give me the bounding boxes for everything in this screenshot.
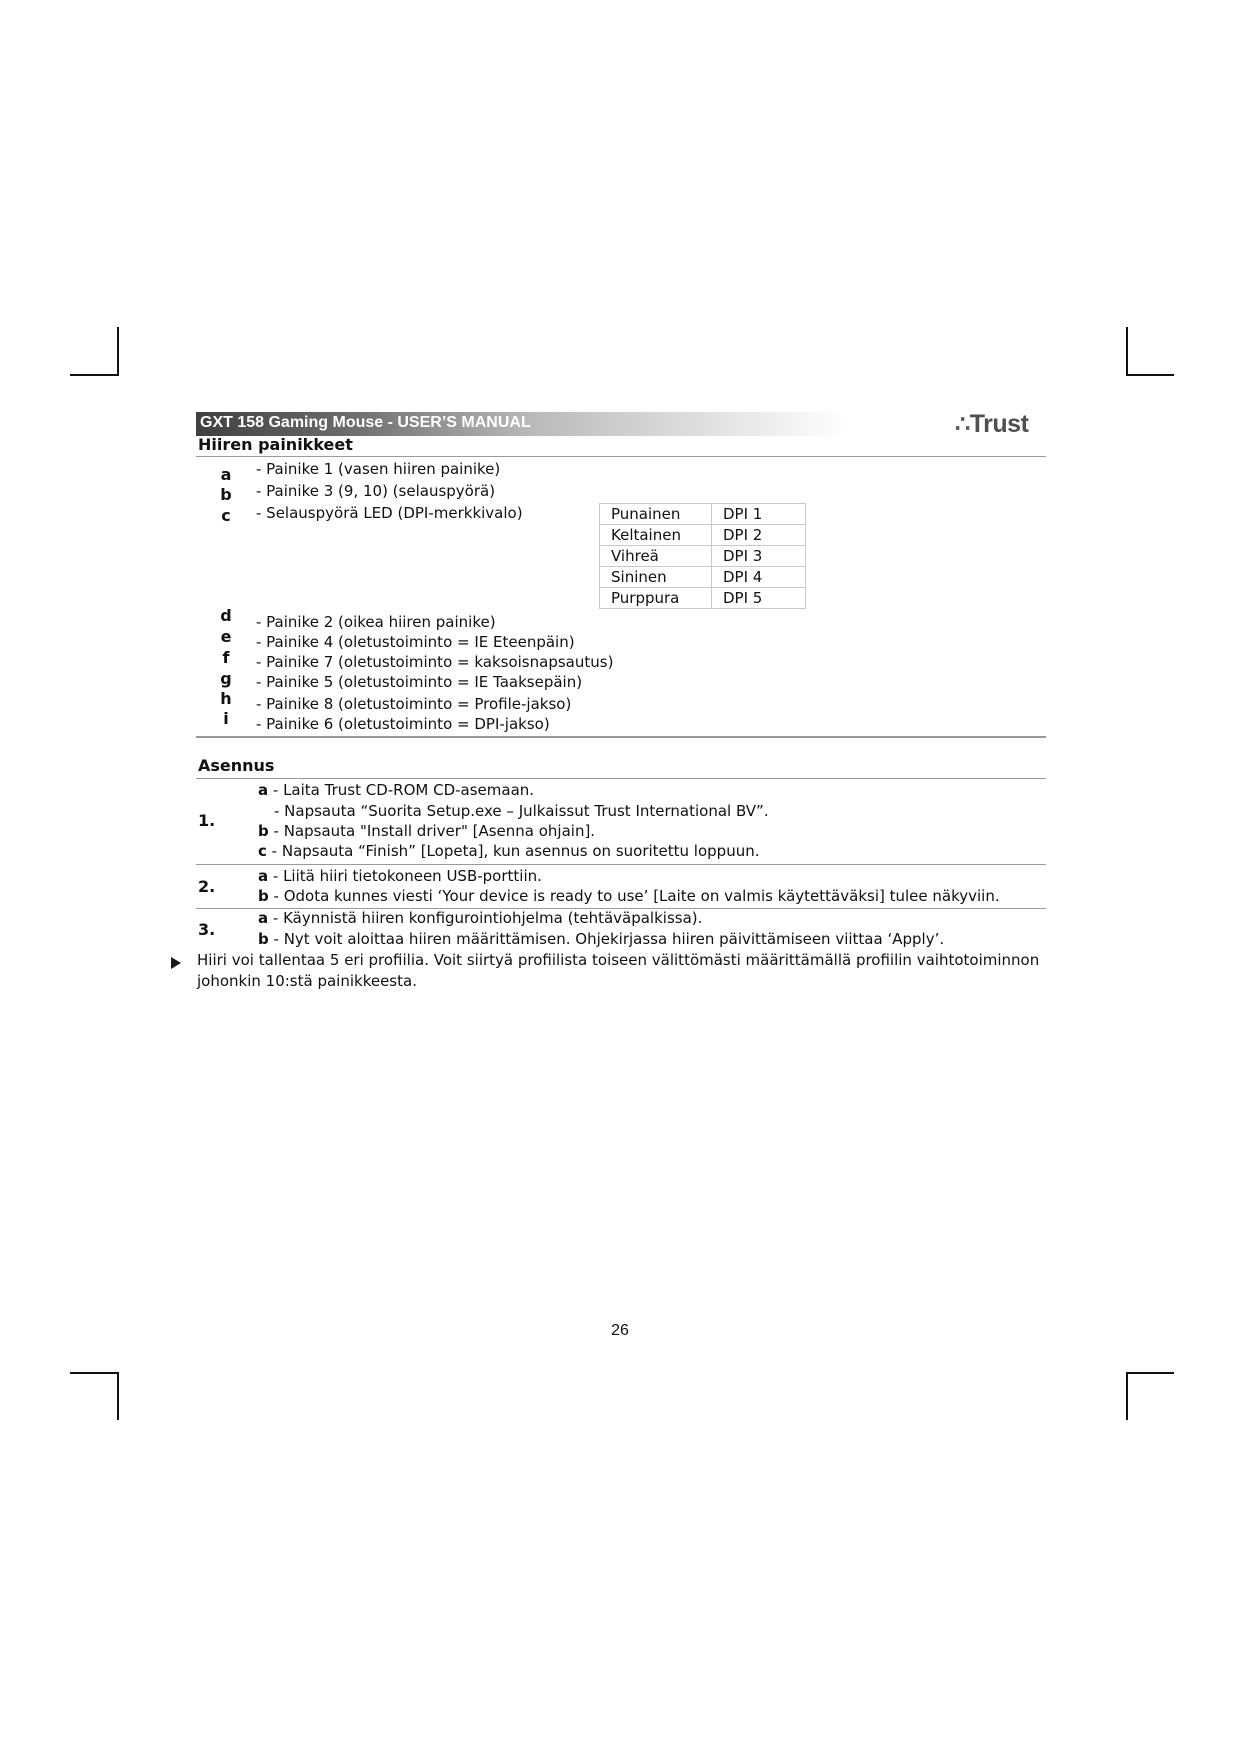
button-description-h: - Painike 8 (oletustoiminto = Profile-jakso)	[256, 695, 572, 713]
crop-mark-top-right-horizontal	[1126, 374, 1174, 376]
step-letter: b	[258, 887, 269, 905]
button-letter-d: d	[220, 606, 232, 625]
button-description-d: - Painike 2 (oikea hiiren painike)	[256, 613, 496, 631]
dpi-color-cell: Vihreä	[600, 546, 712, 567]
buttons-section-bottom-rule	[196, 736, 1046, 738]
button-letter-b: b	[220, 485, 232, 504]
install-step-2-line-b	[258, 886, 1000, 906]
button-letter-g: g	[220, 669, 232, 688]
step-text: - Napsauta "Install driver" [Asenna ohjain].	[268, 822, 596, 840]
step-letter: b	[258, 822, 269, 840]
install-step-number-1: 1.	[198, 811, 216, 830]
dpi-color-cell: Purppura	[600, 588, 712, 609]
install-step-1-line-b	[258, 821, 595, 841]
trust-logo-text: Trust	[969, 410, 1029, 438]
install-step-1-line-a	[258, 780, 534, 800]
button-description-c: - Selauspyörä LED (DPI-merkkivalo)	[256, 504, 523, 522]
install-step-number-3: 3.	[198, 920, 216, 939]
install-section-title: Asennus	[198, 756, 275, 775]
install-section-top-rule	[196, 778, 1046, 779]
buttons-section-title: Hiiren painikkeet	[198, 435, 353, 454]
step-text: - Käynnistä hiiren konfigurointiohjelma (tehtäväpalkissa).	[268, 909, 703, 927]
step-letter: a	[258, 909, 269, 927]
table-row	[600, 588, 806, 609]
button-letter-c: c	[221, 506, 231, 525]
table-row	[600, 567, 806, 588]
step-letter: c	[258, 842, 267, 860]
dpi-value-cell: DPI 1	[712, 504, 806, 525]
dpi-value-cell: DPI 4	[712, 567, 806, 588]
install-step-number-2: 2.	[198, 877, 216, 896]
button-letter-i: i	[223, 709, 229, 728]
dpi-color-cell: Punainen	[600, 504, 712, 525]
install-step-1-line-c	[258, 841, 759, 861]
install-step-3-line-a	[258, 908, 702, 928]
crop-mark-top-left-vertical	[117, 327, 119, 375]
step-letter: a	[258, 867, 269, 885]
button-description-g: - Painike 5 (oletustoiminto = IE Taaksepäin)	[256, 673, 583, 691]
button-letter-e: e	[220, 627, 232, 646]
step-text: - Odota kunnes viesti ‘Your device is ready to use’ [Laite on valmis käytettäväksi] tulee näkyviin.	[268, 887, 1000, 905]
button-letter-a: a	[220, 465, 232, 484]
install-step-3-line-b	[258, 929, 944, 949]
trust-logo-mark-icon: ∴	[955, 411, 970, 438]
crop-mark-bottom-left-vertical	[117, 1372, 119, 1420]
button-description-i: - Painike 6 (oletustoiminto = DPI-jakso)	[256, 715, 550, 733]
table-row	[600, 504, 806, 525]
dpi-value-cell: DPI 3	[712, 546, 806, 567]
page-number: 26	[611, 1322, 629, 1339]
crop-mark-top-right-vertical	[1126, 327, 1128, 375]
step-text: - Liitä hiiri tietokoneen USB-porttiin.	[268, 867, 542, 885]
step-letter: a	[258, 781, 269, 799]
button-description-e: - Painike 4 (oletustoiminto = IE Eteenpäin)	[256, 633, 575, 651]
profiles-note: Hiiri voi tallentaa 5 eri profiilia. Voit siirtyä profiilista toiseen välittömästi määrittämällä profiilin vaihtotoiminnon johonkin 10:stä painikkeesta.	[197, 951, 1040, 990]
install-step-2-line-a	[258, 866, 542, 886]
table-row	[600, 525, 806, 546]
button-description-a: - Painike 1 (vasen hiiren painike)	[256, 460, 501, 478]
manual-title: GXT 158 Gaming Mouse - USER’S MANUAL	[200, 414, 531, 431]
install-step-1-line-run-setup: - Napsauta “Suorita Setup.exe – Julkaissut Trust International BV”.	[274, 802, 769, 820]
crop-mark-bottom-right-horizontal	[1126, 1372, 1174, 1374]
button-letter-f: f	[222, 648, 230, 667]
step-text: - Laita Trust CD-ROM CD-asemaan.	[268, 781, 535, 799]
step-text: - Nyt voit aloittaa hiiren määrittämisen. Ohjekirjassa hiiren päivittämiseen viittaa ‘Apply’.	[268, 930, 945, 948]
step-text: - Napsauta “Finish” [Lopeta], kun asennus on suoritettu loppuun.	[266, 842, 760, 860]
crop-mark-top-left-horizontal	[70, 374, 119, 376]
dpi-color-table	[599, 503, 806, 609]
crop-mark-bottom-right-vertical	[1126, 1372, 1128, 1420]
step-letter: b	[258, 930, 269, 948]
buttons-section-top-rule	[196, 456, 1046, 457]
button-description-b: - Painike 3 (9, 10) (selauspyörä)	[256, 482, 496, 500]
button-description-f: - Painike 7 (oletustoiminto = kaksoisnapsautus)	[256, 653, 614, 671]
dpi-color-cell: Keltainen	[600, 525, 712, 546]
table-row	[600, 546, 806, 567]
install-step-divider	[196, 864, 1046, 865]
crop-mark-bottom-left-horizontal	[70, 1372, 119, 1374]
dpi-color-cell: Sininen	[600, 567, 712, 588]
trust-logo	[955, 410, 1028, 439]
dpi-value-cell: DPI 5	[712, 588, 806, 609]
dpi-value-cell: DPI 2	[712, 525, 806, 546]
note-arrow-icon	[171, 957, 181, 969]
button-letter-h: h	[220, 689, 232, 708]
